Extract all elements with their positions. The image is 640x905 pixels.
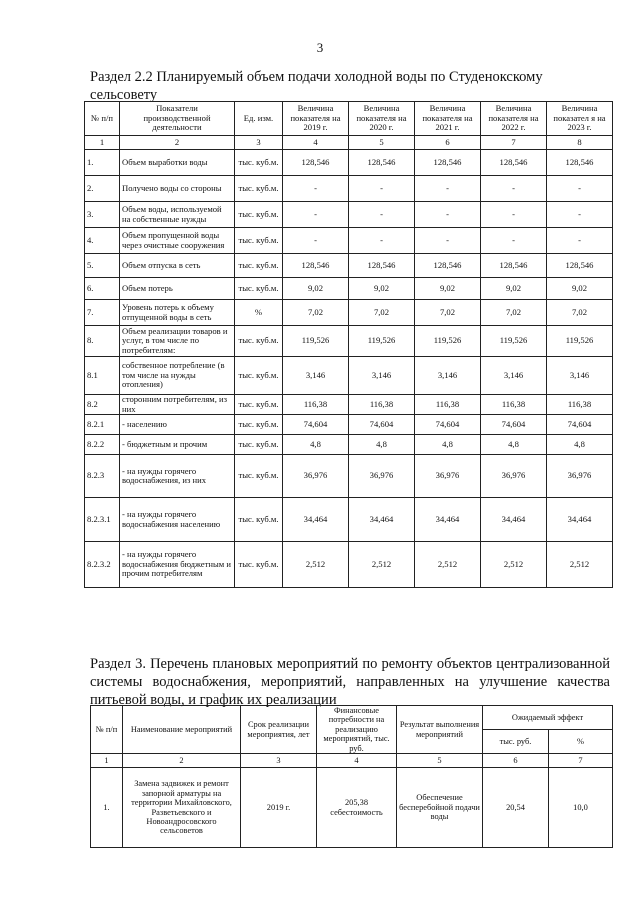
column-header: Величина показателя на 2020 г. xyxy=(349,102,415,136)
measures-colnum-row xyxy=(91,754,613,768)
column-number: 5 xyxy=(349,136,415,150)
row-value: 128,546 xyxy=(481,254,547,278)
row-indicator: собственное потребление (в том числе на нужды отопления) xyxy=(120,357,235,395)
table-row xyxy=(85,278,613,300)
header-finance: Финансовые потребности на реализацию мероприятий, тыс. руб. xyxy=(317,706,397,754)
row-indicator: - бюджетным и прочим xyxy=(120,435,235,455)
row-unit: тыс. куб.м. xyxy=(235,455,283,498)
row-unit: тыс. куб.м. xyxy=(235,498,283,542)
table-row xyxy=(85,357,613,395)
row-value: 7,02 xyxy=(283,300,349,326)
row-indicator: - на нужды горячего водоснабжения населению xyxy=(120,498,235,542)
column-number: 2 xyxy=(120,136,235,150)
row-unit: тыс. куб.м. xyxy=(235,395,283,415)
measure-period: 2019 г. xyxy=(241,768,317,848)
section-3-title: Раздел 3. Перечень плановых мероприятий по ремонту объектов централизованной системы водоснабжения, мероприятий, направленных на улучшение качества питьевой воды, и график их реализации xyxy=(90,656,610,708)
row-value: 116,38 xyxy=(415,395,481,415)
table-row xyxy=(85,150,613,176)
row-value: 9,02 xyxy=(481,278,547,300)
table-row xyxy=(85,395,613,415)
column-header: Ед. изм. xyxy=(235,102,283,136)
table-row xyxy=(85,202,613,228)
section-2-2-title: Раздел 2.2 Планируемый объем подачи холодной воды по Студенокскому сельсовету xyxy=(90,69,543,103)
column-header: Показатели производственной деятельности xyxy=(120,102,235,136)
measures-row xyxy=(91,768,613,848)
column-header: Величина показателя на 2021 г. xyxy=(415,102,481,136)
row-value: 116,38 xyxy=(481,395,547,415)
row-value: 2,512 xyxy=(415,542,481,588)
measure-finance: 205,38 себестоимость xyxy=(317,768,397,848)
row-value: 128,546 xyxy=(283,150,349,176)
row-unit: тыс. куб.м. xyxy=(235,357,283,395)
row-value: 2,512 xyxy=(547,542,613,588)
row-indicator: Получено воды со стороны xyxy=(120,176,235,202)
row-value: - xyxy=(415,176,481,202)
row-unit: тыс. куб.м. xyxy=(235,202,283,228)
measure-name: Замена задвижек и ремонт запорной арматуры на территории Михайловского, Разветьевского и Новоандросовского сельсоветов xyxy=(123,768,241,848)
column-header: Величина показателя на 2019 г. xyxy=(283,102,349,136)
column-header: Величина показателя на 2022 г. xyxy=(481,102,547,136)
row-indicator: Объем воды, используемой на собственные нужды xyxy=(120,202,235,228)
row-value: 74,604 xyxy=(349,415,415,435)
row-value: 119,526 xyxy=(547,326,613,357)
row-value: 7,02 xyxy=(481,300,547,326)
measure-num: 1. xyxy=(91,768,123,848)
row-indicator: Объем реализации товаров и услуг, в том числе по потребителям: xyxy=(120,326,235,357)
row-unit: тыс. куб.м. xyxy=(235,542,283,588)
header-effect-rub: тыс. руб. xyxy=(483,730,549,754)
row-value: - xyxy=(547,202,613,228)
row-value: 34,464 xyxy=(481,498,547,542)
row-number: 6. xyxy=(85,278,120,300)
row-value: 128,546 xyxy=(349,150,415,176)
row-value: 4,8 xyxy=(415,435,481,455)
row-number: 8.2.3 xyxy=(85,455,120,498)
measures-header-row xyxy=(91,706,613,730)
header-num: № п/п xyxy=(91,706,123,754)
row-value: - xyxy=(481,228,547,254)
page-number: 3 xyxy=(316,40,324,55)
row-indicator: Объем выработки воды xyxy=(120,150,235,176)
row-value: - xyxy=(481,176,547,202)
row-value: - xyxy=(349,228,415,254)
row-indicator: Уровень потерь к объему отпущенной воды в сеть xyxy=(120,300,235,326)
table-row xyxy=(85,176,613,202)
row-value: 128,546 xyxy=(349,254,415,278)
row-number: 8.2.2 xyxy=(85,435,120,455)
row-value: - xyxy=(283,202,349,228)
colnum-cell: 7 xyxy=(549,754,613,768)
row-value: - xyxy=(547,176,613,202)
measure-result: Обеспечение бесперебойной подачи воды xyxy=(397,768,483,848)
row-value: 36,976 xyxy=(547,455,613,498)
row-value: - xyxy=(349,176,415,202)
row-value: 119,526 xyxy=(481,326,547,357)
header-result: Результат выполнения мероприятий xyxy=(397,706,483,754)
row-indicator: Объем отпуска в сеть xyxy=(120,254,235,278)
row-value: 3,146 xyxy=(547,357,613,395)
row-unit: % xyxy=(235,300,283,326)
measure-effect-pct: 10,0 xyxy=(549,768,613,848)
row-value: 119,526 xyxy=(349,326,415,357)
row-value: - xyxy=(283,176,349,202)
row-value: 119,526 xyxy=(283,326,349,357)
row-unit: тыс. куб.м. xyxy=(235,176,283,202)
column-header: № п/п xyxy=(85,102,120,136)
row-value: 128,546 xyxy=(547,254,613,278)
row-value: 9,02 xyxy=(415,278,481,300)
row-value: 34,464 xyxy=(547,498,613,542)
row-value: 74,604 xyxy=(283,415,349,435)
row-number: 2. xyxy=(85,176,120,202)
header-name: Наименование мероприятий xyxy=(123,706,241,754)
row-value: 34,464 xyxy=(415,498,481,542)
row-value: 74,604 xyxy=(481,415,547,435)
row-value: 7,02 xyxy=(349,300,415,326)
column-number: 3 xyxy=(235,136,283,150)
column-number: 1 xyxy=(85,136,120,150)
row-value: 128,546 xyxy=(415,150,481,176)
row-indicator: сторонним потребителям, из них xyxy=(120,395,235,415)
table-row xyxy=(85,415,613,435)
row-unit: тыс. куб.м. xyxy=(235,228,283,254)
row-number: 4. xyxy=(85,228,120,254)
row-value: 116,38 xyxy=(283,395,349,415)
colnum-cell: 2 xyxy=(123,754,241,768)
row-value: 128,546 xyxy=(547,150,613,176)
row-value: 36,976 xyxy=(481,455,547,498)
row-value: 119,526 xyxy=(415,326,481,357)
colnum-cell: 4 xyxy=(317,754,397,768)
row-unit: тыс. куб.м. xyxy=(235,415,283,435)
water-supply-table xyxy=(84,101,613,588)
row-value: 36,976 xyxy=(349,455,415,498)
table-row xyxy=(85,228,613,254)
table-row xyxy=(85,326,613,357)
row-value: 36,976 xyxy=(283,455,349,498)
row-value: 3,146 xyxy=(349,357,415,395)
row-value: 4,8 xyxy=(283,435,349,455)
measures-table xyxy=(90,705,613,848)
colnum-cell: 6 xyxy=(483,754,549,768)
row-number: 8. xyxy=(85,326,120,357)
table-row xyxy=(85,455,613,498)
column-number: 6 xyxy=(415,136,481,150)
row-value: - xyxy=(547,228,613,254)
row-value: 2,512 xyxy=(481,542,547,588)
header-effect-pct: % xyxy=(549,730,613,754)
row-value: 3,146 xyxy=(481,357,547,395)
row-indicator: - на нужды горячего водоснабжения бюджетным и прочим потребителям xyxy=(120,542,235,588)
row-number: 8.2.1 xyxy=(85,415,120,435)
row-indicator: - на нужды горячего водоснабжения, из них xyxy=(120,455,235,498)
row-unit: тыс. куб.м. xyxy=(235,435,283,455)
row-value: 7,02 xyxy=(547,300,613,326)
column-number: 4 xyxy=(283,136,349,150)
colnum-cell: 3 xyxy=(241,754,317,768)
row-value: 4,8 xyxy=(349,435,415,455)
row-indicator: Объем пропущенной воды через очистные сооружения xyxy=(120,228,235,254)
row-indicator: - населению xyxy=(120,415,235,435)
row-number: 8.1 xyxy=(85,357,120,395)
row-value: 7,02 xyxy=(415,300,481,326)
row-value: 2,512 xyxy=(283,542,349,588)
column-number: 7 xyxy=(481,136,547,150)
row-value: - xyxy=(415,202,481,228)
row-value: 4,8 xyxy=(547,435,613,455)
row-value: - xyxy=(283,228,349,254)
row-value: 74,604 xyxy=(415,415,481,435)
table-row xyxy=(85,498,613,542)
row-unit: тыс. куб.м. xyxy=(235,254,283,278)
header-period: Срок реализации мероприятия, лет xyxy=(241,706,317,754)
colnum-cell: 1 xyxy=(91,754,123,768)
row-value: 116,38 xyxy=(349,395,415,415)
table-row xyxy=(85,300,613,326)
table-row xyxy=(85,435,613,455)
row-value: 36,976 xyxy=(415,455,481,498)
row-value: 74,604 xyxy=(547,415,613,435)
row-number: 7. xyxy=(85,300,120,326)
row-value: 116,38 xyxy=(547,395,613,415)
row-value: 2,512 xyxy=(349,542,415,588)
row-unit: тыс. куб.м. xyxy=(235,150,283,176)
table-row xyxy=(85,542,613,588)
row-value: - xyxy=(415,228,481,254)
row-number: 8.2 xyxy=(85,395,120,415)
header-effect: Ожидаемый эффект xyxy=(483,706,613,730)
row-value: 9,02 xyxy=(547,278,613,300)
row-number: 1. xyxy=(85,150,120,176)
row-value: 9,02 xyxy=(283,278,349,300)
row-value: 128,546 xyxy=(283,254,349,278)
row-number: 5. xyxy=(85,254,120,278)
column-number: 8 xyxy=(547,136,613,150)
row-value: - xyxy=(349,202,415,228)
row-value: 34,464 xyxy=(349,498,415,542)
row-number: 3. xyxy=(85,202,120,228)
water-supply-table-body xyxy=(85,102,613,588)
row-unit: тыс. куб.м. xyxy=(235,278,283,300)
measure-effect-rub: 20,54 xyxy=(483,768,549,848)
row-unit: тыс. куб.м. xyxy=(235,326,283,357)
column-header: Величина показател я на 2023 г. xyxy=(547,102,613,136)
row-value: 9,02 xyxy=(349,278,415,300)
column-number-row xyxy=(85,136,613,150)
row-value: 34,464 xyxy=(283,498,349,542)
row-value: 128,546 xyxy=(481,150,547,176)
colnum-cell: 5 xyxy=(397,754,483,768)
row-value: 3,146 xyxy=(415,357,481,395)
table-header-row xyxy=(85,102,613,136)
row-value: 3,146 xyxy=(283,357,349,395)
row-number: 8.2.3.2 xyxy=(85,542,120,588)
row-value: 128,546 xyxy=(415,254,481,278)
table-row xyxy=(85,254,613,278)
row-value: - xyxy=(481,202,547,228)
row-number: 8.2.3.1 xyxy=(85,498,120,542)
row-indicator: Объем потерь xyxy=(120,278,235,300)
row-value: 4,8 xyxy=(481,435,547,455)
